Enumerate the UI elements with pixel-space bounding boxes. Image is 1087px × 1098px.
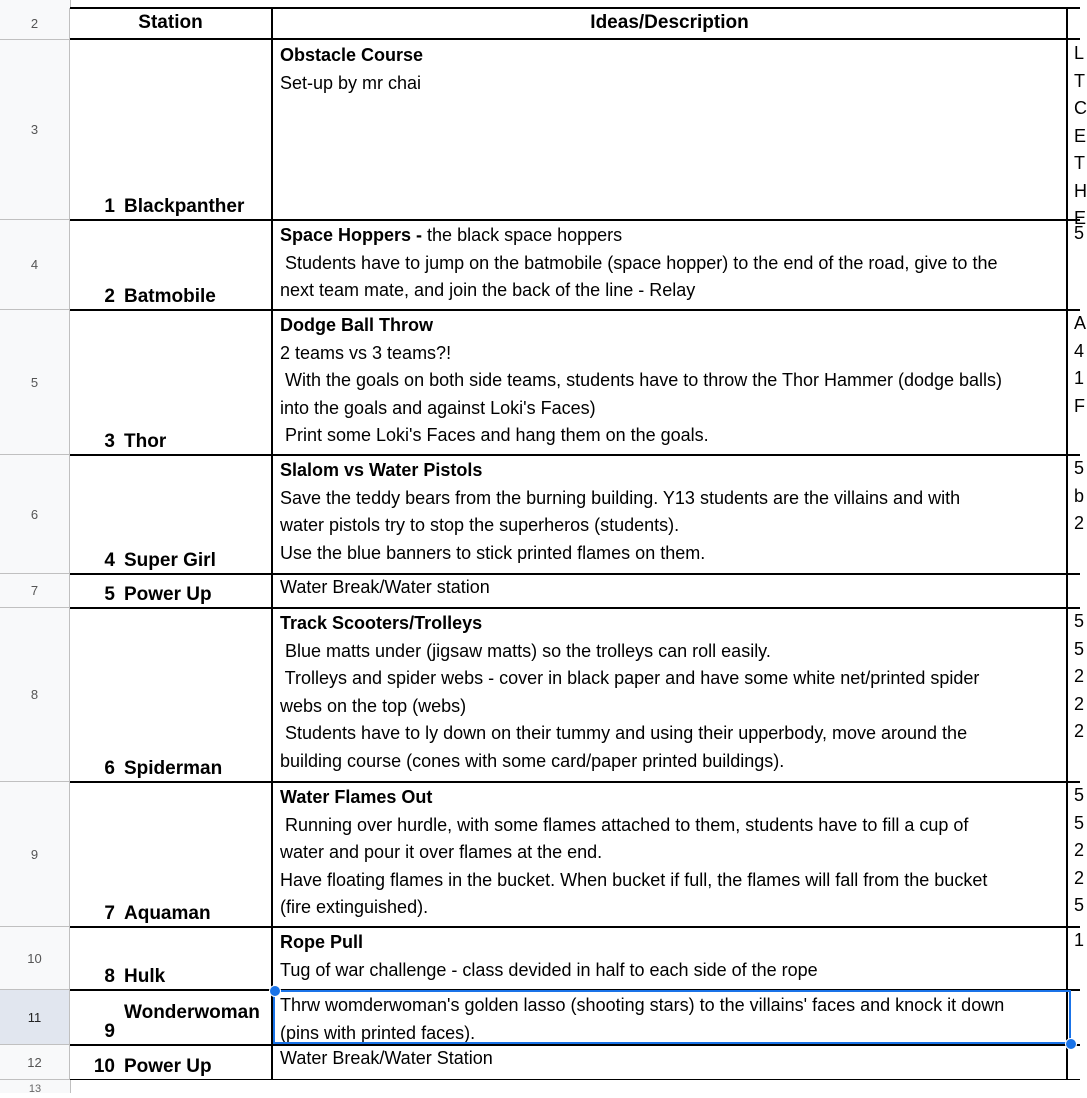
description-line: into the goals and against Loki's Faces) xyxy=(280,397,596,418)
activity-title-line xyxy=(280,457,1060,485)
table-row xyxy=(0,310,1087,455)
description-line: Print some Loki's Faces and hang them on the goals. xyxy=(280,425,709,445)
row-header-3[interactable]: 3 xyxy=(0,40,70,220)
description-column-header[interactable]: Ideas/Description xyxy=(273,8,1068,38)
description-cell[interactable] xyxy=(273,782,1068,927)
station-name-cell[interactable] xyxy=(118,927,273,990)
description-line: webs on the top (webs) xyxy=(280,695,467,716)
activity-title: Dodge Ball Throw xyxy=(280,315,433,335)
station-name: Batmobile xyxy=(124,286,216,307)
row-header-12[interactable]: 12 xyxy=(0,1045,70,1080)
description-line: building course (cones with some card/paper printed buildings). xyxy=(280,750,785,771)
table-row xyxy=(0,220,1085,310)
description-cell[interactable] xyxy=(273,990,1068,1045)
next-column-cell[interactable] xyxy=(1068,1045,1080,1080)
truncated-text: T xyxy=(1074,153,1085,173)
row-header-13[interactable]: 13 xyxy=(0,1080,71,1093)
truncated-text: 2 xyxy=(1074,840,1085,860)
activity-title: Track Scooters/Trolleys xyxy=(280,613,483,633)
description-line: water and pour it over flames at the end. xyxy=(280,842,603,862)
station-number: 2 xyxy=(104,286,115,307)
description-cell[interactable] xyxy=(273,927,1068,990)
truncated-text: 2 xyxy=(1074,513,1085,533)
description-line: Set-up by mr chai xyxy=(280,72,422,93)
station-number-cell[interactable] xyxy=(70,574,118,608)
station-number: 8 xyxy=(104,966,115,987)
station-name: Blackpanther xyxy=(124,196,245,217)
description-line: (fire extinguished). xyxy=(280,897,429,917)
truncated-text: F xyxy=(1074,395,1085,416)
table-row xyxy=(0,574,1080,608)
next-column-cell[interactable] xyxy=(1068,782,1085,927)
station-number-cell[interactable] xyxy=(70,220,118,310)
truncated-text: 2 xyxy=(1074,693,1085,714)
description-line: Use the blue banners to stick printed flames on them. xyxy=(280,542,706,563)
description-line: Thrw womderwoman's golden lasso (shooting stars) to the villains' faces and knock it down xyxy=(280,995,1005,1015)
truncated-text: T xyxy=(1074,70,1085,91)
truncated-text: 5 xyxy=(1074,638,1085,659)
truncated-text: 2 xyxy=(1074,666,1085,686)
table-row xyxy=(0,608,1085,782)
activity-title: Slalom vs Water Pistols xyxy=(280,460,483,480)
table-row xyxy=(0,782,1085,927)
description-line: Water Break/Water Station xyxy=(280,1048,493,1068)
table-row xyxy=(0,990,1080,1045)
station-number-cell[interactable] xyxy=(70,927,118,990)
row-header-2[interactable]: 2 xyxy=(0,8,70,40)
station-number-cell[interactable] xyxy=(70,1045,118,1080)
station-name-cell[interactable] xyxy=(118,608,273,782)
description-cell[interactable] xyxy=(273,574,1068,608)
bottom-row-remnant xyxy=(0,1080,1080,1093)
station-number-cell[interactable] xyxy=(70,782,118,927)
truncated-text: 2 xyxy=(1074,721,1085,741)
description-line: Water Break/Water station xyxy=(280,577,490,597)
truncated-text: C xyxy=(1074,98,1087,118)
truncated-text: H xyxy=(1074,180,1087,201)
station-number-cell[interactable] xyxy=(70,990,118,1045)
description-line: next team mate, and join the back of the line - Relay xyxy=(280,280,696,300)
description-cell[interactable] xyxy=(273,455,1068,574)
station-name-cell[interactable] xyxy=(118,990,273,1045)
station-number-cell[interactable] xyxy=(70,40,118,220)
description-cell[interactable] xyxy=(273,608,1068,782)
station-number: 5 xyxy=(104,584,115,605)
station-name-cell[interactable] xyxy=(118,574,273,608)
truncated-text: 5 xyxy=(1074,895,1085,915)
station-number: 1 xyxy=(104,196,115,217)
description-cell[interactable] xyxy=(273,40,1068,220)
station-number: 4 xyxy=(104,550,115,571)
activity-title-line xyxy=(280,222,1060,250)
description-cell[interactable] xyxy=(273,1045,1068,1080)
station-name: Spiderman xyxy=(124,758,223,779)
activity-title: Obstacle Course xyxy=(280,45,424,65)
description-line: Have floating flames in the bucket. When bucket if full, the flames will fall from the bucket xyxy=(280,869,988,890)
next-column-cell[interactable] xyxy=(1068,574,1080,608)
description-line: Save the teddy bears from the burning building. Y13 students are the villains and with xyxy=(280,487,961,508)
truncated-text: 5 xyxy=(1074,785,1085,805)
row-header-8[interactable]: 8 xyxy=(0,608,70,782)
station-number-cell[interactable] xyxy=(70,608,118,782)
border-line xyxy=(70,7,1080,9)
truncated-text: 2 xyxy=(1074,867,1085,888)
truncated-text: E xyxy=(1074,208,1087,228)
truncated-text: 5 xyxy=(1074,223,1085,243)
next-column-cell[interactable] xyxy=(1068,310,1087,455)
station-name: Aquaman xyxy=(124,903,211,924)
station-number-cell[interactable] xyxy=(70,455,118,574)
truncated-text: E xyxy=(1074,125,1087,146)
row-header-7[interactable]: 7 xyxy=(0,574,70,608)
truncated-text: 1 xyxy=(1074,368,1085,388)
description-line: Running over hurdle, with some flames attached to them, students have to fill a cup of xyxy=(280,814,969,835)
description-line: Students have to jump on the batmobile (space hopper) to the end of the road, give to the xyxy=(280,252,998,273)
description-line: Tug of war challenge - class devided in half to each side of the rope xyxy=(280,959,818,980)
activity-title: Rope Pull xyxy=(280,932,364,952)
table-row xyxy=(0,455,1085,574)
station-name-cell[interactable] xyxy=(118,1045,273,1080)
station-name: Super Girl xyxy=(124,550,216,571)
truncated-text: L xyxy=(1074,43,1085,63)
description-line: Students have to ly down on their tummy and using their upperbody, move around the xyxy=(280,723,968,743)
description-cell[interactable] xyxy=(273,310,1068,455)
description-line: With the goals on both side teams, students have to throw the Thor Hammer (dodge balls) xyxy=(280,370,1003,390)
row-header-10[interactable]: 10 xyxy=(0,927,70,990)
next-column-cell[interactable] xyxy=(1068,455,1085,574)
station-name-cell[interactable] xyxy=(118,310,273,455)
truncated-text: b xyxy=(1074,485,1085,506)
truncated-text: A xyxy=(1074,313,1087,333)
activity-title: Space Hoppers - xyxy=(280,225,423,245)
truncated-text: 5 xyxy=(1074,812,1085,833)
station-number: 10 xyxy=(93,1056,115,1077)
activity-title-suffix: the black space hoppers xyxy=(422,225,623,245)
table-row xyxy=(0,1045,1080,1080)
station-number: 6 xyxy=(104,758,115,779)
description-line: Blue matts under (jigsaw matts) so the trolleys can roll easily. xyxy=(280,640,771,661)
description-line: water pistols try to stop the superheros (students). xyxy=(280,515,680,535)
station-name-cell[interactable] xyxy=(118,220,273,310)
station-name-cell[interactable] xyxy=(118,40,273,220)
description-line: 2 teams vs 3 teams?! xyxy=(280,342,452,363)
truncated-text: 5 xyxy=(1074,611,1085,631)
activity-title-line xyxy=(280,610,1060,638)
station-number: 9 xyxy=(104,1021,115,1042)
station-name: Thor xyxy=(124,431,167,452)
table-row xyxy=(0,927,1085,990)
next-column-cell[interactable] xyxy=(1068,608,1085,782)
selection-handle-top[interactable] xyxy=(269,985,281,997)
station-name: Power Up xyxy=(124,584,212,605)
row-header-4[interactable]: 4 xyxy=(0,220,70,310)
truncated-text: 1 xyxy=(1074,930,1085,950)
description-cell[interactable] xyxy=(273,220,1068,310)
station-name: Wonderwoman xyxy=(124,1002,260,1023)
station-name: Power Up xyxy=(124,1056,212,1077)
station-name: Hulk xyxy=(124,966,166,987)
description-line: Trolleys and spider webs - cover in black paper and have some white net/printed spider xyxy=(280,668,980,688)
row-header-11[interactable]: 11 xyxy=(0,990,70,1045)
next-column-cell[interactable] xyxy=(1068,927,1085,990)
next-column-cell[interactable] xyxy=(1068,990,1080,1045)
row-header-6[interactable]: 6 xyxy=(0,455,70,574)
station-name-cell[interactable] xyxy=(118,782,273,927)
activity-title: Water Flames Out xyxy=(280,787,433,807)
activity-title-line xyxy=(280,312,1060,340)
next-column-cell[interactable] xyxy=(1068,40,1087,228)
activity-title-line xyxy=(280,784,1060,812)
row-header-5[interactable]: 5 xyxy=(0,310,70,455)
next-column-cell[interactable] xyxy=(1068,220,1085,310)
row-header-9[interactable]: 9 xyxy=(0,782,70,927)
activity-title-line xyxy=(280,42,1060,70)
station-number: 3 xyxy=(104,431,115,452)
station-column-header[interactable]: Station xyxy=(70,8,273,38)
activity-title-line xyxy=(280,929,1060,957)
truncated-text: 4 xyxy=(1074,340,1085,361)
selection-handle-bottom[interactable] xyxy=(1065,1038,1077,1050)
station-number: 7 xyxy=(104,903,115,924)
description-line: (pins with printed faces). xyxy=(280,1022,476,1043)
station-number-cell[interactable] xyxy=(70,310,118,455)
truncated-text: 5 xyxy=(1074,458,1085,478)
station-name-cell[interactable] xyxy=(118,455,273,574)
table-row xyxy=(0,40,1087,228)
